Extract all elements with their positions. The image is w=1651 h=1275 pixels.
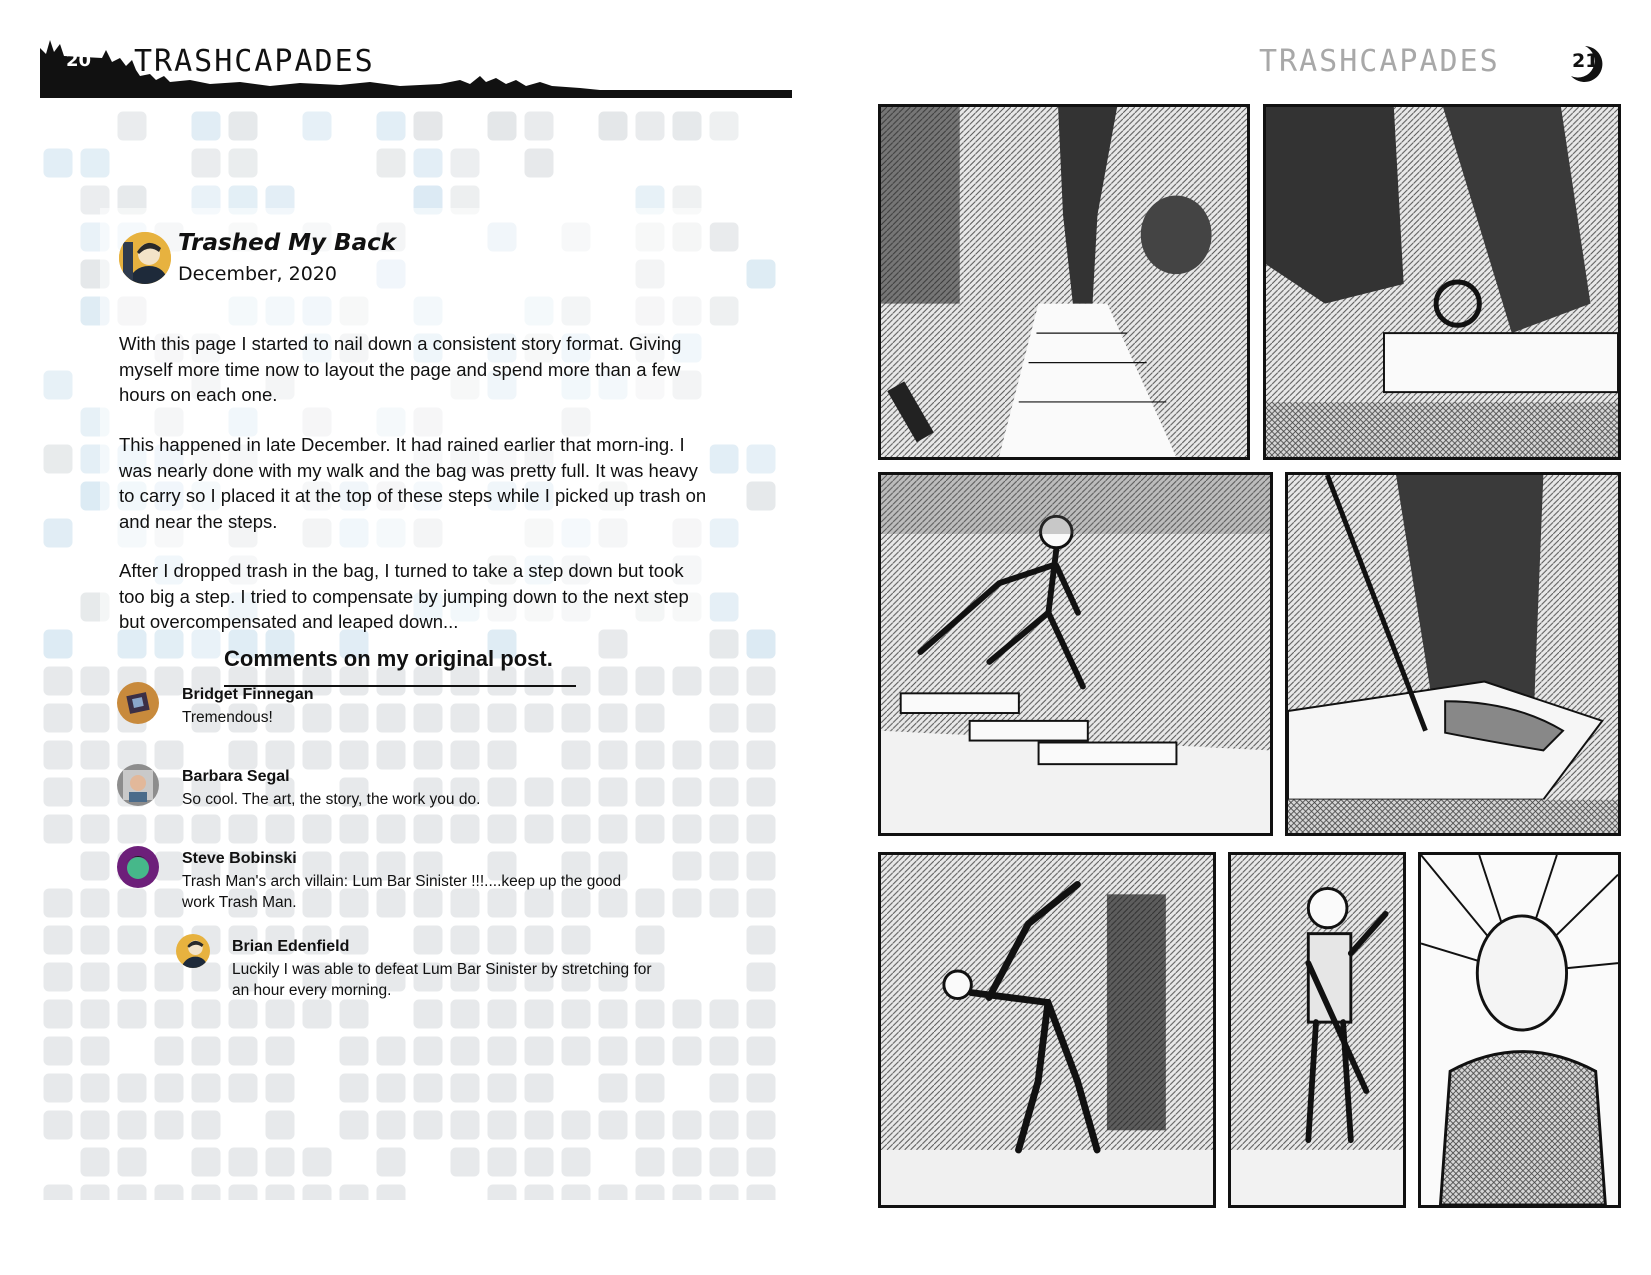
comic-panel-6	[1228, 852, 1406, 1208]
page-number-left: 20	[66, 50, 92, 71]
commenter-name[interactable]: Barbara Segal	[182, 768, 290, 785]
author-avatar[interactable]	[119, 232, 171, 284]
panel-3-drawing	[881, 475, 1270, 833]
commenter-avatar-barbara[interactable]	[117, 764, 159, 806]
running-title-left: TRASHCAPADES	[134, 44, 375, 79]
comic-panel-4	[1285, 472, 1621, 836]
comments-heading: Comments on my original post.	[224, 646, 553, 671]
panel-2-drawing	[1266, 107, 1618, 457]
page-number-right: 21	[1572, 50, 1599, 72]
running-title-right: TRASHCAPADES	[1259, 44, 1500, 79]
comment-text: Tremendous!	[182, 709, 273, 726]
commenter-name[interactable]: Steve Bobinski	[182, 850, 297, 867]
commenter-name[interactable]: Bridget Finnegan	[182, 686, 314, 703]
comment-text: Trash Man's arch villain: Lum Bar Sinister !!!....keep up the good work Trash Man.	[182, 873, 622, 911]
comic-panel-2	[1263, 104, 1621, 460]
comment-text: So cool. The art, the story, the work you do.	[182, 791, 481, 808]
panel-1-drawing	[881, 107, 1247, 457]
post-title: Trashed My Back	[178, 230, 397, 256]
comic-panel-3	[878, 472, 1273, 836]
commenter-avatar-brian[interactable]	[176, 934, 210, 968]
left-page	[0, 0, 825, 1275]
panel-5-drawing	[881, 855, 1213, 1205]
comment-text: Luckily I was able to defeat Lum Bar Sinister by stretching for an hour every morning.	[232, 961, 652, 999]
commenter-name[interactable]: Brian Edenfield	[232, 938, 350, 955]
comic-panel-5	[878, 852, 1216, 1208]
post-paragraph-1: With this page I started to nail down a consistent story format. Giving myself more time now to layout the page and spend more than a few hours on each one.	[119, 333, 682, 405]
commenter-avatar-bridget[interactable]	[117, 682, 159, 724]
panel-4-drawing	[1288, 475, 1618, 833]
comic-panel-7	[1418, 852, 1621, 1208]
panel-6-drawing	[1231, 855, 1403, 1205]
commenter-avatar-steve[interactable]	[117, 846, 159, 888]
post-content	[0, 0, 825, 1275]
post-paragraph-2: This happened in late December. It had rained earlier that morn-ing. I was nearly done with my walk and the bag was pretty full. It was heavy to carry so I placed it at the top of these steps while I picked up trash on and near the steps.	[119, 434, 707, 532]
post-paragraph-3: After I dropped trash in the bag, I turned to take a step down but took too big a step. I tried to compensate by jumping down to the next step but overcompensated and leaped down...	[119, 560, 689, 632]
post-date: December, 2020	[178, 263, 337, 285]
panel-7-drawing	[1421, 855, 1618, 1205]
comic-panel-1	[878, 104, 1250, 460]
